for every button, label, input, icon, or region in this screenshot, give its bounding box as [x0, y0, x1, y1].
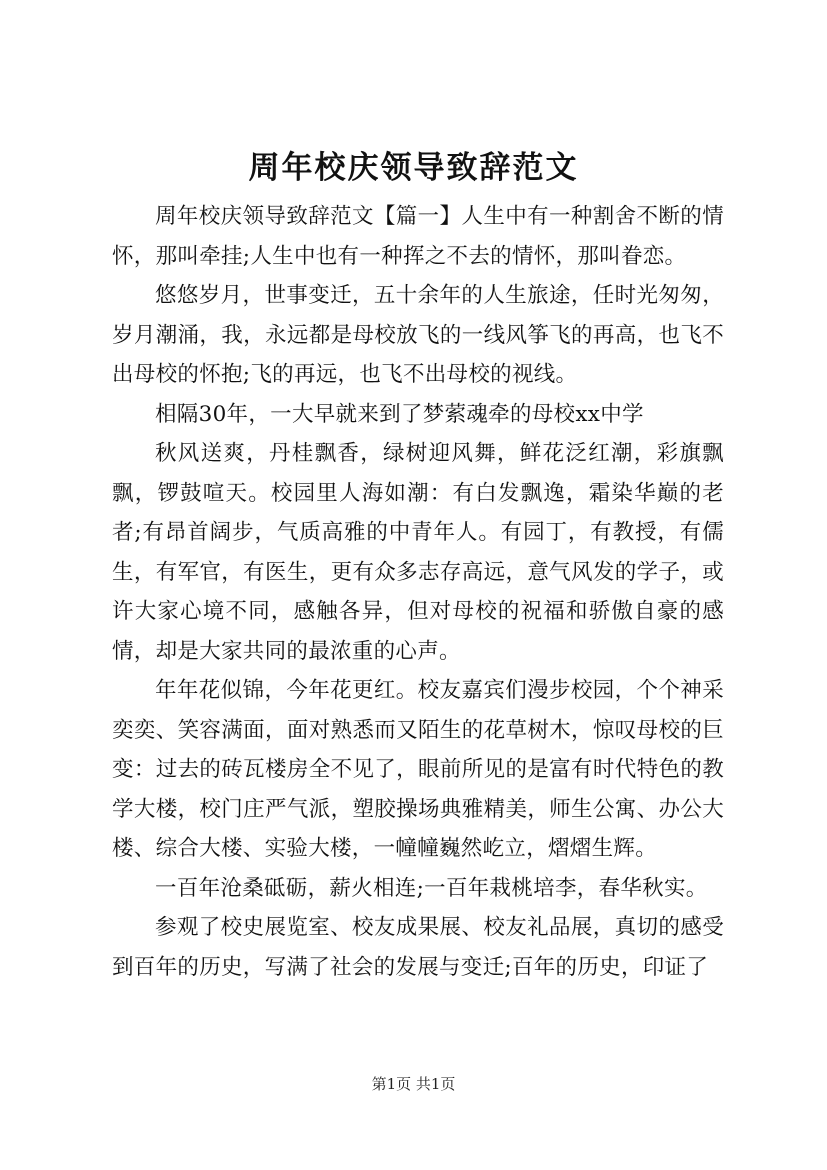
paragraph-7: 参观了校史展览室、校友成果展、校友礼品展，真切的感受到百年的历史，写满了社会的发展与变迁;百年的历史，印证了 [112, 915, 724, 980]
page-footer: 第1页 共1页 [371, 1075, 456, 1093]
document-title: 周年校庆领导致辞范文 [248, 150, 579, 186]
paragraph-4: 秋风送爽，丹桂飘香，绿树迎风舞，鲜花泛红潮，彩旗飘飘，锣鼓喧天。校园里人海如潮：有白发飘逸，霜染华巅的老者;有昂首阔步，气质高雅的中青年人。有园丁，有教授，有儒生，有军官，有医生，更有众多志存高远，意气风发的学子，或许大家心境不同，感触各异，但对母校的祝福和骄傲自豪的感情，却是大家共同的最浓重的心声。 [112, 441, 724, 664]
paragraph-5: 年年花似锦，今年花更红。校友嘉宾们漫步校园，个个神采奕奕、笑容满面，面对熟悉而又陌生的花草树木，惊叹母校的巨变：过去的砖瓦楼房全不见了，眼前所见的是富有时代特色的教学大楼，校门庄严气派，塑胶操场典雅精美，师生公寓、办公大楼、综合大楼、实验大楼，一幢幢巍然屹立，熠熠生辉。 [112, 678, 724, 861]
paragraph-6: 一百年沧桑砥砺，薪火相连;一百年栽桃培李，春华秋实。 [155, 875, 708, 901]
paragraph-3: 相隔30年，一大早就来到了梦萦魂牵的母校xx中学 [155, 401, 644, 427]
paragraph-2: 悠悠岁月，世事变迁，五十余年的人生旅途，任时光匆匆，岁月潮涌，我，永远都是母校放飞的一线风筝飞的再高，也飞不出母校的怀抱;飞的再远，也飞不出母校的视线。 [112, 283, 724, 387]
paragraph-1: 周年校庆领导致辞范文【篇一】人生中有一种割舍不断的情怀，那叫牵挂;人生中也有一种挥之不去的情怀，那叫眷恋。 [112, 204, 724, 269]
document-body [112, 197, 724, 987]
